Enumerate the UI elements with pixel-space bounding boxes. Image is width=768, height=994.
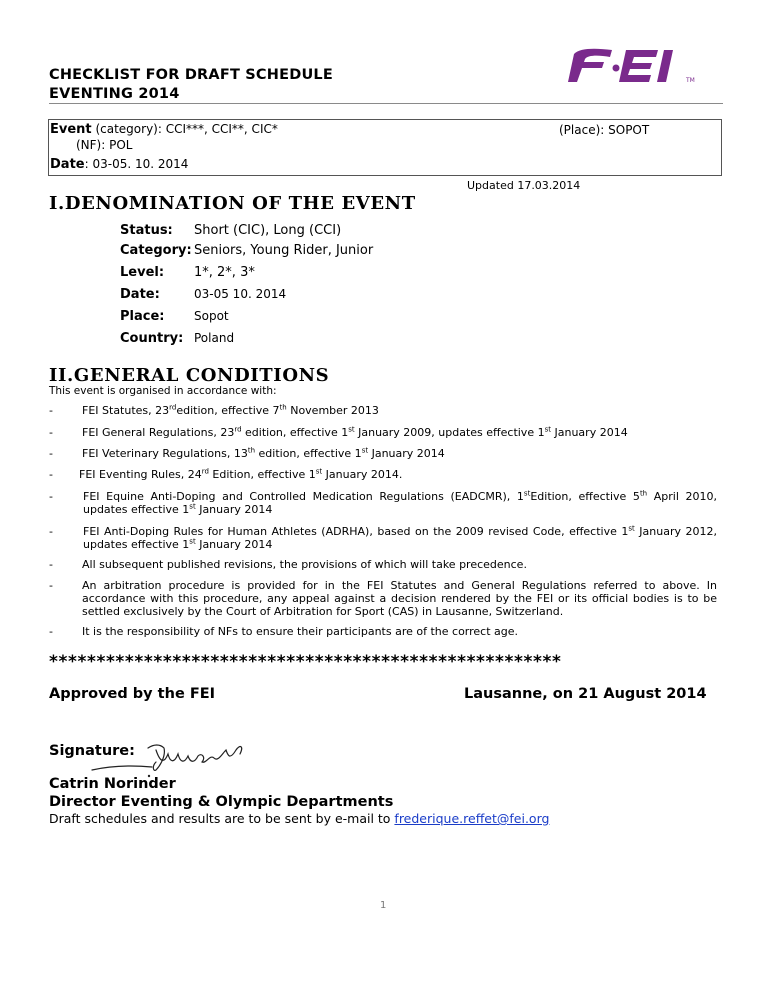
item-text: FEI Equine Anti-Doping and Controlled Medication Regulations (EADCMR), 1stEdition, effective 5th April 2010, updates effective 1st January 2014: [83, 489, 717, 516]
draft-instructions: [49, 811, 549, 826]
row-key: Date:: [120, 287, 160, 302]
row-key: Place:: [120, 309, 165, 324]
item-text: All subsequent published revisions, the provisions of which will take precedence.: [82, 558, 527, 571]
date-value: : 03-05. 10. 2014: [84, 157, 189, 171]
updated-note: Updated 17.03.2014: [467, 179, 581, 192]
item-dash: -: [49, 404, 53, 417]
row-value: Short (CIC), Long (CCI): [194, 223, 342, 238]
date-label: Date: [50, 157, 85, 172]
item-dash: -: [49, 579, 53, 592]
event-line: [50, 122, 278, 137]
approved-by: Approved by the FEI: [49, 686, 216, 702]
event-label: Event: [50, 122, 92, 137]
row-value: Seniors, Young Rider, Junior: [194, 243, 374, 258]
item-dash: -: [49, 525, 53, 538]
condition-item: [49, 558, 717, 572]
header-divider: [49, 103, 723, 104]
condition-item: [49, 447, 717, 461]
row-place: [120, 309, 229, 324]
event-place: (Place): SOPOT: [559, 123, 650, 137]
row-value: Sopot: [194, 309, 229, 323]
event-date-line: [50, 157, 188, 172]
row-key: Category:: [120, 243, 192, 258]
condition-item: [49, 625, 717, 639]
signatory-name: Catrin Norinder: [49, 776, 176, 792]
condition-item: [49, 525, 717, 553]
row-key: Status:: [120, 223, 173, 238]
approval-place-date: Lausanne, on 21 August 2014: [464, 686, 707, 702]
condition-item: [49, 426, 717, 440]
title-line-1: CHECKLIST FOR DRAFT SCHEDULE: [49, 67, 333, 83]
item-dash: -: [49, 426, 53, 439]
condition-item: [49, 404, 717, 418]
row-level: [120, 265, 255, 280]
row-value: Poland: [194, 331, 235, 345]
item-dash: -: [49, 447, 53, 460]
row-status: [120, 223, 342, 238]
draft-text: Draft schedules and results are to be sent by e-mail to: [49, 811, 395, 826]
fei-logo: [560, 44, 710, 86]
page-number: 1: [380, 900, 387, 911]
item-text: It is the responsibility of NFs to ensure their participants are of the correct age.: [82, 625, 519, 638]
separator-stars: ******************************************************: [49, 652, 562, 672]
item-dash: -: [49, 625, 53, 638]
row-value: 1*, 2*, 3*: [194, 265, 255, 280]
condition-item: [49, 579, 717, 619]
signature-image: [90, 736, 260, 780]
row-date: [120, 287, 287, 302]
item-dash: -: [49, 558, 53, 571]
row-value: 03-05 10. 2014: [194, 287, 287, 301]
row-category: [120, 243, 374, 258]
event-category: (category): CCI***, CCI**, CIC*: [91, 122, 278, 136]
item-text: FEI Statutes, 23rdedition, effective 7th November 2013: [82, 403, 379, 417]
event-nf: (NF): POL: [76, 138, 133, 152]
item-dash: -: [49, 490, 53, 503]
row-key: Level:: [120, 265, 165, 280]
section-2-heading: II.GENERAL CONDITIONS: [49, 365, 330, 386]
title-line-2: EVENTING 2014: [49, 86, 180, 102]
item-dash: -: [49, 468, 53, 481]
section-1-heading: I.DENOMINATION OF THE EVENT: [49, 193, 416, 214]
row-key: Country:: [120, 331, 184, 346]
email-link[interactable]: frederique.reffet@fei.org: [394, 811, 550, 826]
item-text: FEI General Regulations, 23rd edition, effective 1st January 2009, updates effective 1st January 2014: [82, 425, 628, 439]
logo-tm: TM: [686, 77, 695, 84]
item-text: An arbitration procedure is provided for in the FEI Statutes and General Regulations referred to above. In accordance with this procedure, any appeal against a decision rendered by the FEI or its official bodies is to be settled exclusively by the Court of Arbitration for Sport (CAS) in Lausanne, Switzerland.: [82, 579, 717, 618]
condition-item: [49, 490, 717, 518]
row-country: [120, 331, 235, 346]
item-text: FEI Eventing Rules, 24rd Edition, effective 1st January 2014.: [79, 467, 403, 481]
section-2-intro: This event is organised in accordance with:: [49, 385, 277, 397]
signature-label: Signature:: [49, 743, 135, 759]
document-title: [49, 66, 333, 104]
signatory-position: Director Eventing & Olympic Departments: [49, 794, 394, 810]
item-text: FEI Veterinary Regulations, 13th edition, effective 1st January 2014: [82, 446, 445, 460]
item-text: FEI Anti-Doping Rules for Human Athletes (ADRHA), based on the 2009 revised Code, effective 1st January 2012, updates effective 1st January 2014: [83, 524, 718, 551]
condition-item: [49, 468, 717, 482]
